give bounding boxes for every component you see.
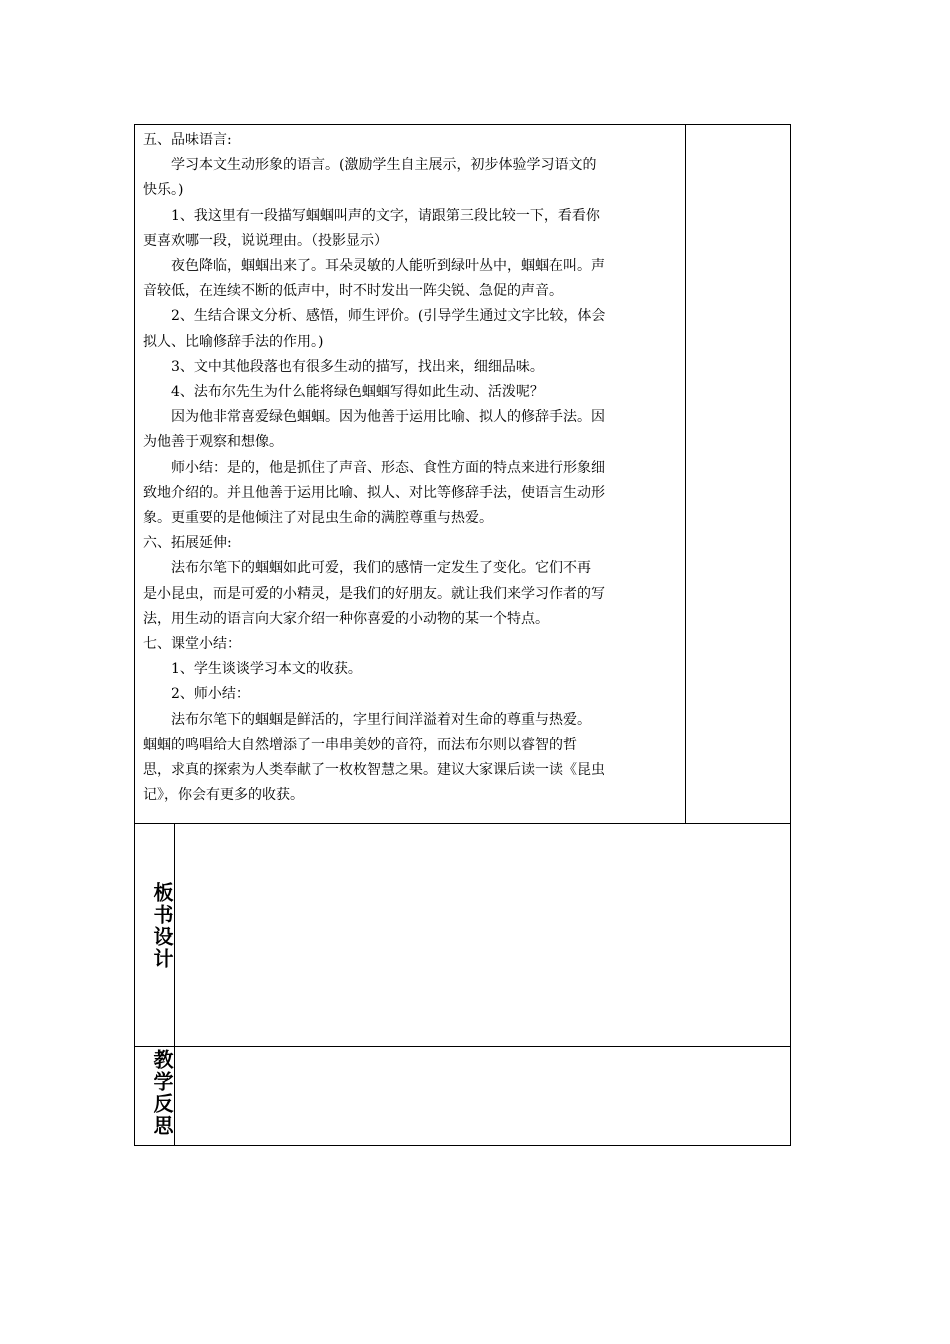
lesson-note-line: 4、法布尔先生为什么能将绿色蝈蝈写得如此生动、活泼呢？ [171,384,544,401]
board-design-label-cell [134,823,175,1047]
lesson-note-line: 夜色降临，蝈蝈出来了。耳朵灵敏的人能听到绿叶丛中，蝈蝈在叫。声 [171,258,605,275]
lesson-note-line: 致地介绍的。并且他善于运用比喻、拟人、对比等修辞手法，使语言生动形 [143,484,605,501]
lesson-note-line: 七、课堂小结： [143,636,241,653]
lesson-note-line: 记》，你会有更多的收获。 [143,787,304,804]
lesson-notes [143,128,679,808]
lesson-note-line: 更喜欢哪一段，说说理由。（投影显示） [143,232,388,249]
lesson-note-line: 象。更重要的是他倾注了对昆虫生命的满腔尊重与热爱。 [143,510,493,527]
lesson-note-line: 思，求真的探索为人类奉献了一枚枚智慧之果。建议大家课后读一读《昆虫 [143,762,605,779]
lesson-note-line: 音较低，在连续不断的低声中，时不时发出一阵尖锐、急促的声音。 [143,283,563,300]
lesson-note-line: 法布尔笔下的蝈蝈如此可爱，我们的感情一定发生了变化。它们不再 [171,560,591,577]
board-design-content-cell [174,823,791,1047]
lesson-note-line: 2、生结合课文分析、感悟，师生评价。(引导学生通过文字比较，体会 [171,308,606,325]
lesson-content-cell [134,124,686,824]
lesson-note-line: 拟人、比喻修辞手法的作用。) [143,333,324,350]
lesson-plan-table [134,124,791,1146]
lesson-note-line: 因为他非常喜爱绿色蝈蝈。因为他善于运用比喻、拟人的修辞手法。因 [171,409,605,426]
lesson-note-line: 蝈蝈的鸣唱给大自然增添了一串串美妙的音符，而法布尔则以睿智的哲 [143,736,577,753]
lesson-note-line: 师小结：是的，他是抓住了声音、形态、食性方面的特点来进行形象细 [171,459,605,476]
lesson-note-line: 五、品味语言: [143,132,232,148]
teaching-reflection-label: 教学反思 [150,1049,174,1137]
teaching-reflection-content-cell [174,1046,791,1146]
lesson-note-line: 快乐。) [143,182,184,199]
lesson-note-line: 法布尔笔下的蝈蝈是鲜活的，字里行间洋溢着对生命的尊重与热爱。 [171,711,591,728]
lesson-note-line: 六、拓展延伸: [143,535,232,552]
board-design-label: 板书设计 [150,882,174,970]
lesson-note-line: 2、师小结： [171,686,250,703]
lesson-note-line: 1、学生谈谈学习本文的收获。 [171,661,362,678]
lesson-note-line: 为他善于观察和想像。 [143,434,283,451]
lesson-note-line: 1、我这里有一段描写蝈蝈叫声的文字，请跟第三段比较一下，看看你 [171,207,600,224]
lesson-note-line: 法，用生动的语言向大家介绍一种你喜爱的小动物的某一个特点。 [143,610,549,627]
lesson-note-line: 3、文中其他段落也有很多生动的描写，找出来，细细品味。 [171,358,544,375]
notes-margin-cell [685,124,791,824]
lesson-note-line: 是小昆虫，而是可爱的小精灵，是我们的好朋友。就让我们来学习作者的写 [143,585,605,602]
lesson-note-line: 学习本文生动形象的语言。(激励学生自主展示，初步体验学习语文的 [171,157,597,174]
teaching-reflection-label-cell [134,1046,175,1146]
